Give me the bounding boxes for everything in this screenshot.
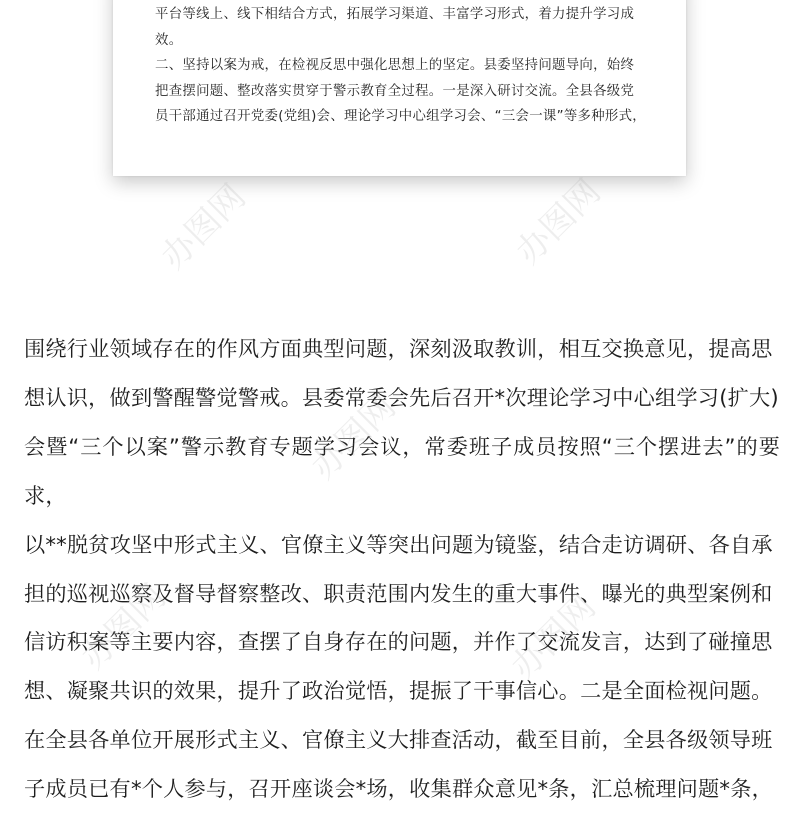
preview-line: 二、坚持以案为戒，在检视反思中强化思想上的坚定。县委坚持问题导向，始终 [155,58,635,73]
preview-line: 效。 [155,32,183,48]
body-line: 想、凝聚共识的效果，提升了政治觉悟，提振了干事信心。二是全面检视问题。 [24,678,773,704]
watermark: 办图网 [508,171,609,273]
body-line: 子成员已有*个人参与，召开座谈会*场，收集群众意见*条，汇总梳理问题*条， [24,776,773,802]
body-line: 想认识，做到警醒警觉警戒。县委常委会先后召开*次理论学习中心组学习(扩大) [24,384,779,410]
preview-line: 平台等线上、线下相结合方式，拓展学习渠道、丰富学习形式，着力提升学习成 [155,7,635,22]
body-line: 围绕行业领域存在的作风方面典型问题，深刻汲取教训，相互交换意见，提高思 [24,336,773,361]
watermark: 办图网 [503,586,604,688]
watermark: 办图网 [303,386,404,488]
body-line: 信访积案等主要内容，查摆了自身存在的问题，并作了交流发言，达到了碰撞思 [24,629,773,655]
body-line: 在全县各单位开展形式主义、官僚主义大排查活动，截至目前，全县各级领导班 [24,727,773,753]
document-body [24,325,780,814]
watermark: 办图网 [73,576,174,678]
body-line: 以**脱贫攻坚中形式主义、官僚主义等突出问题为镜鉴，结合走访调研、各自承 [24,531,773,557]
preview-line: 员干部通过召开党委(党组)会、理论学习中心组学习会、“三会一课”等多种形式， [155,109,647,124]
document-preview-card [113,0,686,176]
body-line: 担的巡视巡察及督导督察整改、职责范围内发生的重大事件、曝光的典型案例和 [24,580,773,606]
body-line: 会暨“三个以案”警示教育专题学习会议，常委班子成员按照“三个摆进去”的要求， [24,433,780,508]
watermark: 办图网 [153,176,254,278]
preview-line: 把查摆问题、整改落实贯穿于警示教育全过程。一是深入研讨交流。全县各级党 [155,83,635,99]
